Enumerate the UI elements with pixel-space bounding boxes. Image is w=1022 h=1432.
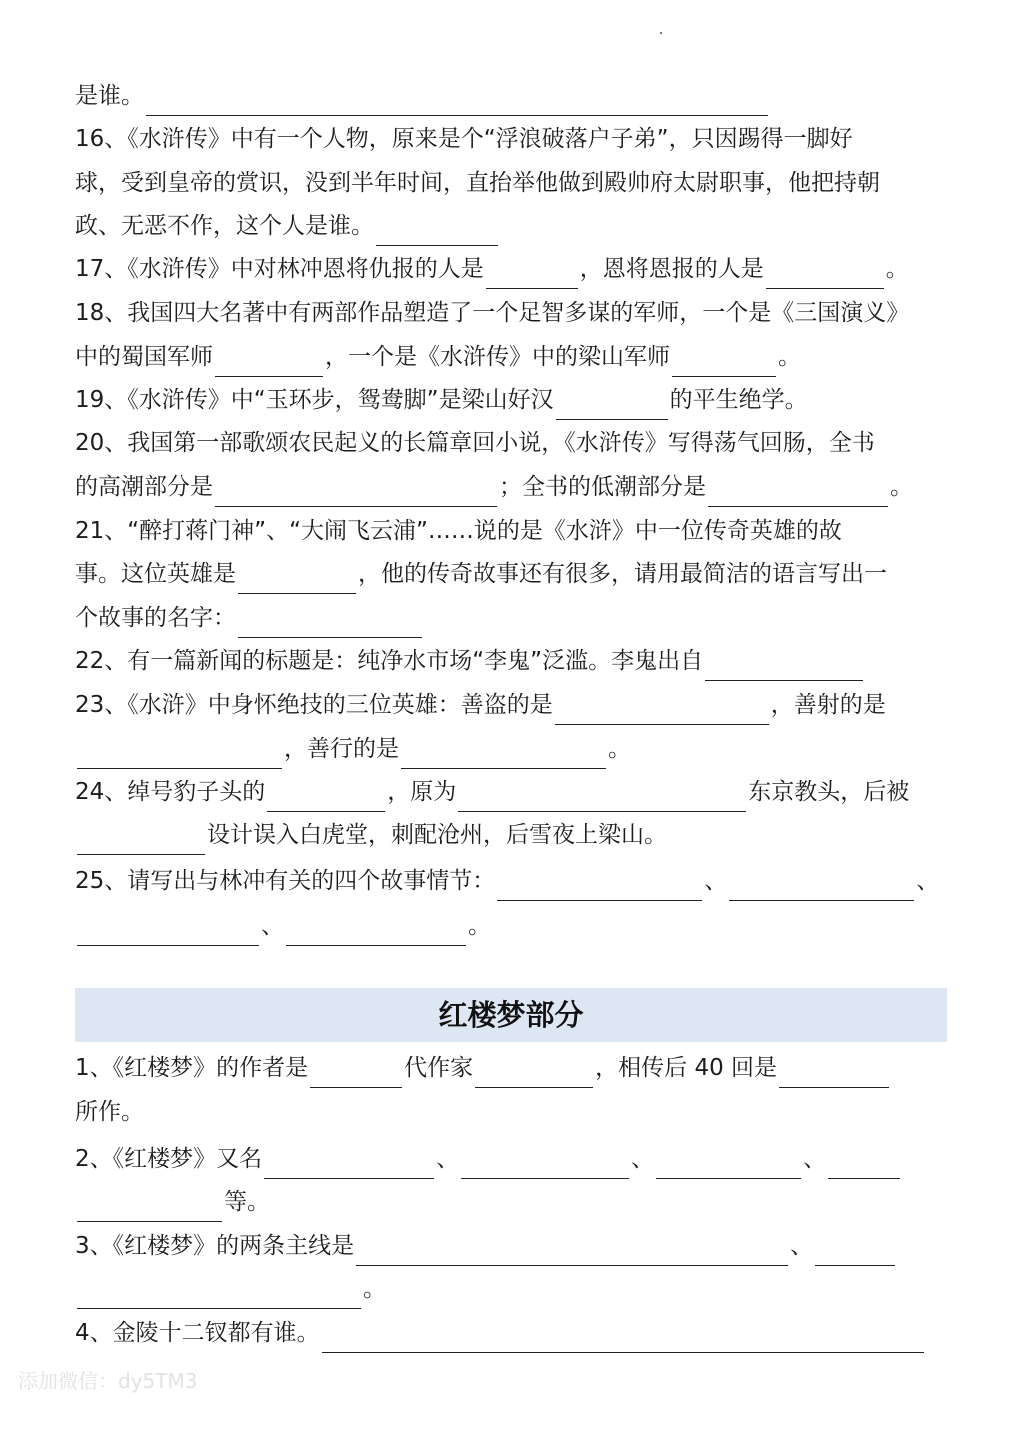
question-25-end: 。 — [468, 913, 491, 939]
answer-blank-h1a[interactable] — [310, 1057, 402, 1088]
answer-blank-20a[interactable] — [215, 476, 497, 507]
honglou-question-1-line-2: 所作。 — [75, 1099, 144, 1125]
question-22-text: 22、有一篇新闻的标题是：纯净水市场“李鬼”泛滥。李鬼出自 — [75, 648, 704, 674]
answer-blank-17b[interactable] — [766, 258, 884, 289]
question-21-text-b: ，他的传奇故事还有很多，请用最简洁的语言写出一 — [358, 561, 887, 587]
honglou-q4-text: 4、金陵十二钗都有谁。 — [75, 1320, 320, 1346]
section-title-honglou: 红楼梦部分 — [75, 988, 947, 1042]
honglou-q3-sep: 、 — [790, 1233, 814, 1259]
question-24-text-a: 24、绰号豹子头的 — [75, 779, 266, 805]
honglou-question-3-line-1 — [75, 1226, 897, 1266]
answer-blank-h1c[interactable] — [779, 1057, 889, 1088]
answer-blank-h1b[interactable] — [475, 1057, 593, 1088]
honglou-q3-text-a: 3、《红楼梦》的两条主线是 — [75, 1233, 355, 1259]
question-25-sep-3: 、 — [261, 913, 284, 939]
honglou-q2-sep-1: 、 — [436, 1146, 460, 1172]
honglou-question-4 — [75, 1313, 926, 1353]
question-18-line-2 — [75, 337, 801, 377]
question-15-tail — [75, 76, 770, 116]
decorative-dot — [660, 32, 662, 34]
question-25-line-2 — [75, 906, 491, 946]
question-25-sep-2: 、 — [916, 868, 940, 894]
answer-blank-25d[interactable] — [286, 915, 466, 946]
question-21-text-c: 个故事的名字： — [75, 605, 236, 631]
question-21-line-3 — [75, 598, 424, 638]
honglou-q2-end: 等。 — [224, 1189, 270, 1215]
question-23-text-c: ，善行的是 — [284, 736, 399, 762]
answer-blank-h2e[interactable] — [77, 1191, 222, 1222]
question-19-text-a: 19、《水浒传》中“玉环步，鸳鸯脚”是梁山好汉 — [75, 387, 554, 413]
question-16-line-2: 球，受到皇帝的赏识，没到半年时间，直抬举他做到殿帅府太尉职事，他把持朝 — [75, 170, 880, 196]
question-16-line-3 — [75, 206, 500, 246]
question-16-line-1: 16、《水浒传》中有一个人物，原来是个“浮浪破落户子弟”，只因踢得一脚好 — [75, 126, 853, 152]
honglou-question-2-line-1 — [75, 1139, 902, 1179]
question-23-line-2 — [75, 729, 631, 769]
answer-blank-23b[interactable] — [77, 738, 282, 769]
question-23-line-1 — [75, 685, 886, 725]
answer-blank-25a[interactable] — [497, 870, 702, 901]
answer-blank-15[interactable] — [146, 85, 768, 116]
question-20-text-a: 的高潮部分是 — [75, 474, 213, 500]
watermark: 添加微信：dy5TM3 — [18, 1369, 198, 1393]
question-18-text-a: 中的蜀国军师 — [75, 344, 213, 370]
question-17 — [75, 249, 909, 289]
answer-blank-24a[interactable] — [267, 781, 385, 812]
answer-blank-21b[interactable] — [238, 607, 422, 638]
honglou-question-3-line-2 — [75, 1269, 386, 1309]
question-23-text-a: 23、《水浒》中身怀绝技的三位英雄：善盗的是 — [75, 692, 553, 718]
honglou-q1-text-c: ，相传后 40 回是 — [595, 1055, 778, 1081]
question-18-text-b: ，一个是《水浒传》中的梁山军师 — [325, 344, 670, 370]
answer-blank-23c[interactable] — [401, 738, 606, 769]
question-17-text-c: 。 — [885, 256, 909, 282]
question-25-sep-1: 、 — [704, 868, 728, 894]
question-19 — [75, 380, 808, 420]
answer-blank-17a[interactable] — [486, 258, 578, 289]
answer-blank-h3c[interactable] — [77, 1278, 361, 1309]
honglou-q2-sep-2: 、 — [631, 1146, 655, 1172]
question-16-text: 政、无恶不作，这个人是谁。 — [75, 213, 374, 239]
question-20-line-1: 20、我国第一部歌颂农民起义的长篇章回小说，《水浒传》写得荡气回肠，全书 — [75, 430, 875, 456]
question-24-text-d: 设计误入白虎堂，刺配沧州，后雪夜上梁山。 — [207, 822, 667, 848]
answer-blank-24b[interactable] — [458, 781, 746, 812]
honglou-q2-text-a: 2、《红楼梦》又名 — [75, 1146, 263, 1172]
answer-blank-25c[interactable] — [77, 915, 259, 946]
answer-blank-h2c[interactable] — [656, 1148, 801, 1179]
answer-blank-h3a[interactable] — [356, 1235, 788, 1266]
answer-blank-h2b[interactable] — [461, 1148, 629, 1179]
question-23-text-d: 。 — [608, 736, 631, 762]
answer-blank-16[interactable] — [376, 215, 498, 246]
question-15-text: 是谁。 — [75, 83, 144, 109]
answer-blank-18a[interactable] — [215, 346, 323, 377]
question-24-line-2 — [75, 815, 667, 855]
answer-blank-20b[interactable] — [708, 476, 888, 507]
honglou-q2-sep-3: 、 — [803, 1146, 827, 1172]
question-21-line-2 — [75, 554, 887, 594]
question-25-text-a: 25、请写出与林冲有关的四个故事情节： — [75, 868, 496, 894]
answer-blank-25b[interactable] — [729, 870, 914, 901]
question-18-text-c: 。 — [778, 344, 801, 370]
answer-blank-h2a[interactable] — [264, 1148, 434, 1179]
question-20-text-c: 。 — [890, 474, 913, 500]
question-21-text-a: 事。这位英雄是 — [75, 561, 236, 587]
answer-blank-22[interactable] — [705, 650, 863, 681]
answer-blank-h4[interactable] — [322, 1322, 924, 1353]
question-20-line-2 — [75, 467, 913, 507]
question-24-text-c: 东京教头，后被 — [748, 779, 910, 805]
honglou-question-1-line-1 — [75, 1048, 891, 1088]
answer-blank-23a[interactable] — [555, 694, 769, 725]
question-18-line-1: 18、我国四大名著中有两部作品塑造了一个足智多谋的军师，一个是《三国演义》 — [75, 300, 910, 326]
honglou-q1-text-a: 1、《红楼梦》的作者是 — [75, 1055, 309, 1081]
question-23-text-b: ，善射的是 — [770, 692, 886, 718]
answer-blank-24c[interactable] — [77, 824, 205, 855]
question-24-text-b: ，原为 — [387, 779, 457, 805]
question-22 — [75, 641, 865, 681]
question-17-text-b: ，恩将恩报的人是 — [579, 256, 764, 282]
question-20-text-b: ；全书的低潮部分是 — [499, 474, 706, 500]
honglou-q3-end: 。 — [363, 1276, 386, 1302]
question-24-line-1 — [75, 772, 909, 812]
question-17-text-a: 17、《水浒传》中对林冲恩将仇报的人是 — [75, 256, 484, 282]
answer-blank-19[interactable] — [556, 389, 668, 420]
answer-blank-h2d[interactable] — [828, 1148, 900, 1179]
question-25-line-1 — [75, 861, 939, 901]
honglou-q1-text-b: 代作家 — [404, 1055, 474, 1081]
question-21-line-1: 21、“醉打蒋门神”、“大闹飞云浦”……说的是《水浒》中一位传奇英雄的故 — [75, 518, 842, 544]
answer-blank-h3b[interactable] — [815, 1235, 895, 1266]
answer-blank-18b[interactable] — [672, 346, 776, 377]
answer-blank-21a[interactable] — [238, 563, 356, 594]
honglou-question-2-line-2 — [75, 1182, 270, 1222]
question-19-text-b: 的平生绝学。 — [669, 387, 808, 413]
